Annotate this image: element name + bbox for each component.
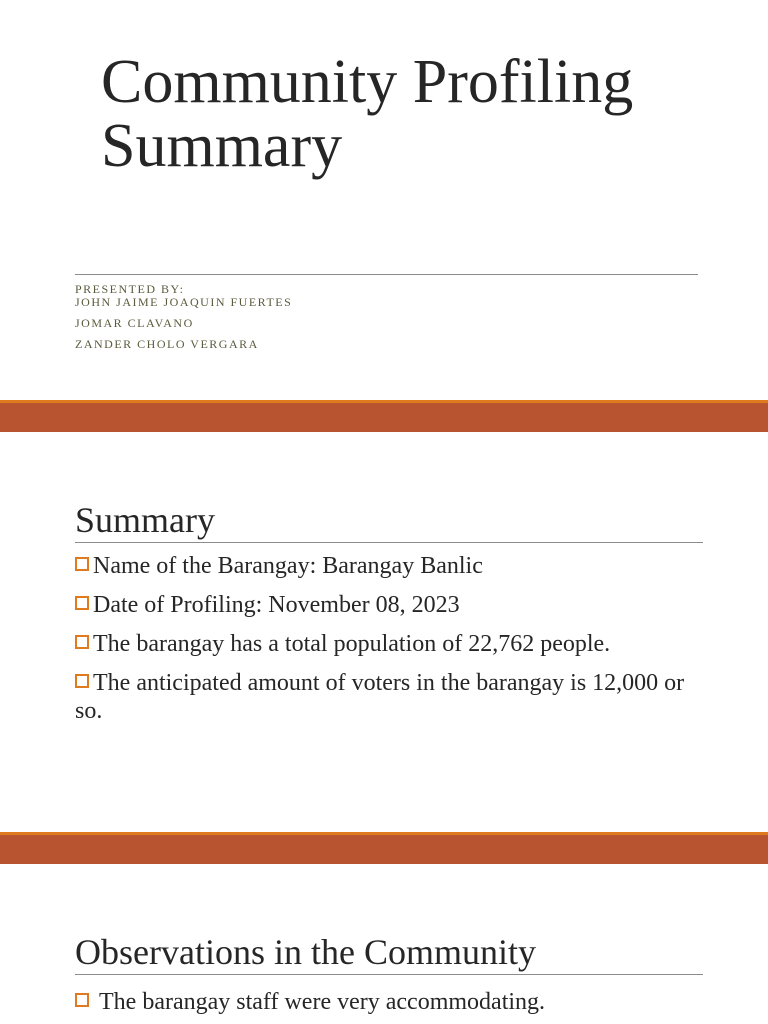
- checkbox-square-icon: [75, 635, 89, 649]
- bullet-text: Name of the Barangay: Barangay Banlic: [93, 553, 483, 579]
- bullet-item: [75, 669, 715, 725]
- title-divider-line: [75, 274, 698, 275]
- bullet-text: The barangay staff were very accommodating.: [99, 989, 546, 1015]
- title-slide: [0, 0, 768, 400]
- observations-heading: Observations in the Community: [75, 932, 536, 972]
- bullet-item: [75, 552, 715, 580]
- bullet-text: The barangay has a total population of 22,762 people.: [93, 631, 611, 657]
- bullet-item: [75, 988, 715, 1016]
- presenter-name-2: JOMAR CLAVANO: [75, 316, 194, 330]
- checkbox-square-icon: [75, 557, 89, 571]
- slide-title-line-2: Summary: [101, 112, 343, 180]
- presented-by-label: PRESENTED BY:: [75, 282, 185, 296]
- checkbox-square-icon: [75, 674, 89, 688]
- bullet-item: [75, 591, 715, 619]
- slide-title-line-1: Community Profiling: [101, 48, 634, 116]
- observations-bullet-list: [75, 988, 715, 1024]
- bullet-item: [75, 630, 715, 658]
- observations-heading-rule: [75, 974, 703, 975]
- checkbox-square-icon: [75, 596, 89, 610]
- summary-heading: Summary: [75, 500, 215, 540]
- checkbox-square-icon: [75, 993, 89, 1007]
- bullet-text: Date of Profiling: November 08, 2023: [93, 592, 460, 618]
- bullet-text: The anticipated amount of voters in the barangay is 12,000 or so.: [75, 670, 685, 724]
- observations-slide: [0, 864, 768, 1024]
- presenter-name-1: JOHN JAIME JOAQUIN FUERTES: [75, 295, 293, 309]
- presenters-block: [75, 283, 292, 351]
- slide-title: [101, 50, 633, 178]
- slide-separator-bar: [0, 832, 768, 864]
- summary-heading-rule: [75, 542, 703, 543]
- summary-slide: [0, 432, 768, 832]
- presenter-name-3: ZANDER CHOLO VERGARA: [75, 337, 259, 351]
- slide-separator-bar: [0, 400, 768, 432]
- summary-bullet-list: [75, 552, 715, 736]
